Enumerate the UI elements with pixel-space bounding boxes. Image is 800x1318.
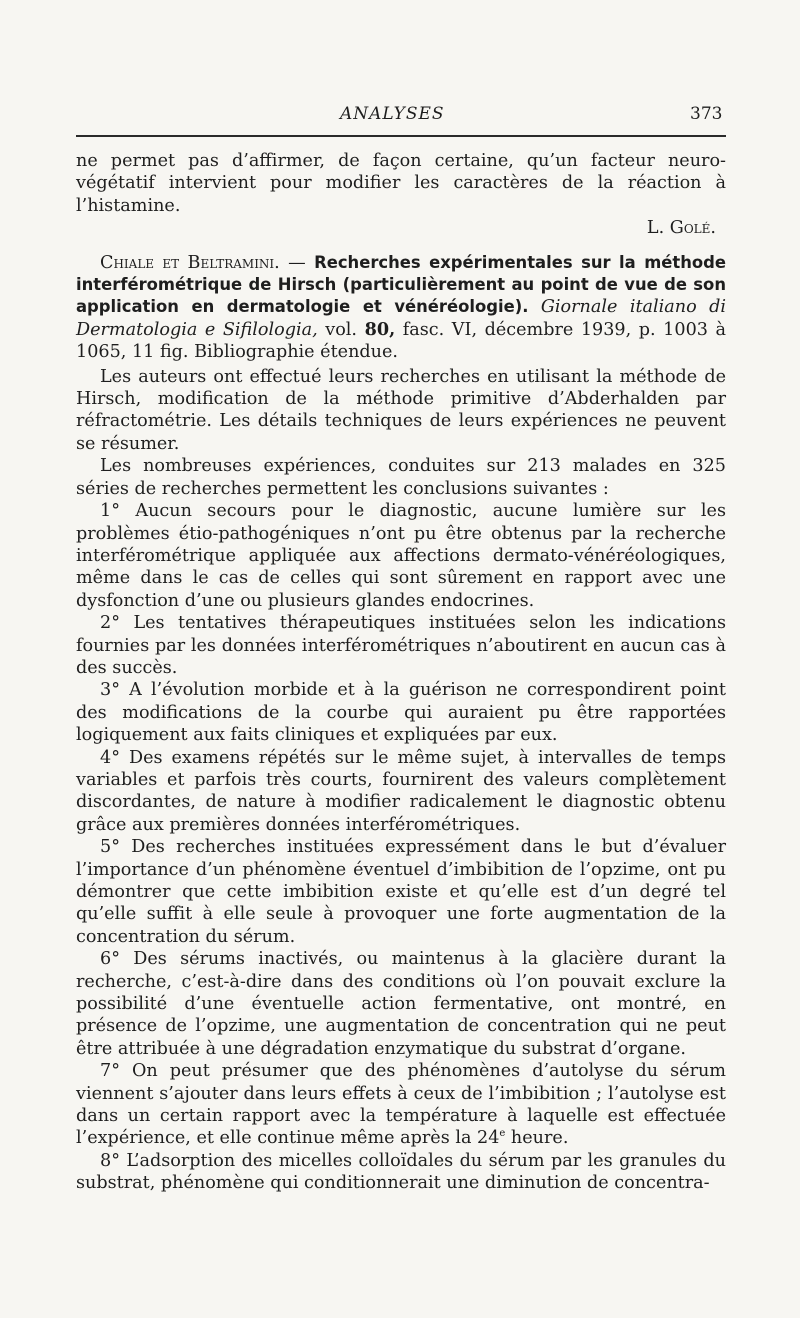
entry-journal: Giornale italiano di Dermatologia e Sifilologia, — [76, 297, 727, 340]
header-rule — [76, 135, 726, 137]
conclusion-item: 4° Des examens répétés sur le même sujet, à intervalles de temps variables et parfois très courts, fournirent des valeurs complètement discordantes, de nature à modifier radicalement le diagnostic obtenu grâce aux premières données interférométriques. — [76, 747, 726, 835]
running-head-title: ANALYSES — [340, 104, 445, 124]
entry-vol-prefix: vol. — [317, 319, 365, 340]
abstract-paragraph: Les nombreuses expériences, conduites sur 213 malades en 325 séries de recherches permettent les conclusions suivantes : — [76, 456, 726, 499]
bibliographic-entry — [76, 252, 726, 364]
conclusion-item: 2° Les tentatives thérapeutiques instituées selon les indications fournies par les données interférométriques n’aboutirent en aucun cas à des succès. — [76, 613, 726, 678]
carryover-paragraph: ne permet pas d’affirmer, de façon certaine, qu’un facteur neuro-végétatif intervient pour modifier les caractères de la réaction à l’histamine. — [76, 151, 726, 216]
conclusion-item: 1° Aucun secours pour le diagnostic, aucune lumière sur les problèmes étio-pathogéniques n’ont pu être obtenus par la recherche interférométrique appliquée aux affections dermato-vénéréologiques, même dans le cas de celles qui sont sûrement en rapport avec une dysfonction d’une ou plusieurs glandes endocrines. — [76, 501, 726, 611]
abstract-paragraph: Les auteurs ont effectué leurs recherches en utilisant la méthode de Hirsch, modification de la méthode primitive d’Abderhalden par réfractométrie. Les détails techniques de leurs expériences ne peuvent se résumer. — [76, 366, 726, 454]
entry-authors: Chiale et Beltramini. — [100, 252, 280, 273]
conclusion-item: 6° Des sérums inactivés, ou maintenus à la glacière durant la recherche, c’est-à-dire dans des conditions où l’on pouvait exclure la possibilité d’une éventuelle action fermentative, ont montré, en présence de l’opzime, une augmentation de concentration qui ne peut être attribuée à une dégradation enzymatique du substrat d’organe. — [76, 949, 726, 1059]
page-number: 373 — [690, 104, 723, 124]
entry-title: Recherches expérimentales sur la méthode interférométrique de Hirsch (particulièrement au point de vue de son application en dermatologie et vénéréologie). — [76, 252, 726, 317]
conclusion-item-text-end: heure. — [505, 1128, 569, 1149]
page-body — [76, 150, 726, 1195]
ordinal-superscript: e — [499, 1128, 506, 1140]
conclusion-item-text: 7° On peut présumer que des phénomènes d’autolyse du sérum viennent s’ajouter dans leurs effets à ceux de l’imbibition ; l’autolyse est dans un certain rapport avec la température à laquelle est effectuée l’expérience, et elle continue même après la 24 — [76, 1061, 726, 1149]
reviewer-signature: L. Golé. — [646, 218, 716, 239]
conclusion-item: 8° L’adsorption des micelles colloïdales du sérum par les granules du substrat, phénomène qui conditionnerait une diminution de concentra- — [76, 1150, 726, 1194]
conclusion-item — [76, 1060, 726, 1150]
entry-details: fasc. VI, décembre 1939, p. 1003 à 1065, 11 fig. Bibliographie étendue. — [76, 319, 727, 363]
entry-dash: — — [279, 252, 315, 273]
conclusion-item: 5° Des recherches instituées expressément dans le but d’évaluer l’importance d’un phénomène éventuel d’imbibition de l’opzime, ont pu démontrer que cette imbibition existe et qu’elle est d’un degré tel qu’elle suffit à elle seule à provoquer une forte augmentation de la concentration du sérum. — [76, 837, 726, 947]
running-head — [0, 104, 800, 130]
conclusion-item: 3° A l’évolution morbide et à la guérison ne correspondirent point des modifications de la courbe qui auraient pu être rapportées logiquement aux faits cliniques et expliquées par eux. — [76, 680, 726, 746]
entry-volume: 80, — [364, 318, 396, 340]
